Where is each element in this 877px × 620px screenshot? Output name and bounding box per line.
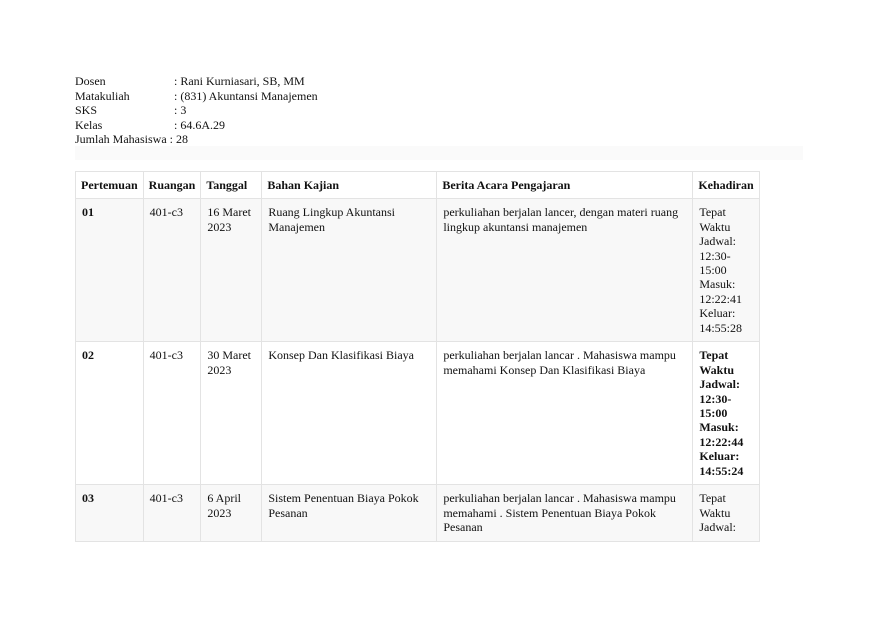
kehadiran-line: Jadwal: <box>699 234 736 249</box>
header-tanggal: Tanggal <box>201 172 262 199</box>
info-dosen <box>75 74 318 89</box>
cell-ruangan: 401-c3 <box>143 485 201 541</box>
info-kelas <box>75 118 318 133</box>
kehadiran-line: Tepat <box>699 348 729 363</box>
course-info <box>75 74 318 147</box>
kehadiran-line: 14:55:28 <box>699 320 743 335</box>
cell-tanggal: 6 April 2023 <box>201 485 262 541</box>
table-row <box>76 342 760 485</box>
info-sks <box>75 103 318 118</box>
divider-band <box>75 146 803 160</box>
kehadiran-line: Waktu <box>699 362 735 377</box>
header-bahan-kajian: Bahan Kajian <box>262 172 437 199</box>
header-kehadiran: Kehadiran <box>693 172 759 199</box>
kehadiran-line: Masuk: <box>699 420 739 435</box>
cell-bahan-kajian: Konsep Dan Klasifikasi Biaya <box>262 342 437 485</box>
cell-tanggal: 16 Maret 2023 <box>201 199 262 342</box>
cell-berita-acara: perkuliahan berjalan lancar . Mahasiswa mampu memahami Konsep Dan Klasifikasi Biaya <box>437 342 693 485</box>
kehadiran-line: 15:00 <box>699 406 728 421</box>
attendance-table <box>75 171 760 542</box>
kehadiran-line: 12:22:41 <box>699 291 743 306</box>
cell-pertemuan: 02 <box>76 342 144 485</box>
cell-kehadiran <box>693 342 759 485</box>
kehadiran-line: Masuk: <box>699 277 736 292</box>
header-berita-acara: Berita Acara Pengajaran <box>437 172 693 199</box>
kehadiran-line: Jadwal: <box>699 377 741 392</box>
info-label: Jumlah Mahasiswa <box>75 132 167 147</box>
cell-bahan-kajian: Ruang Lingkup Akuntansi Manajemen <box>262 199 437 342</box>
kehadiran-line: 12:22:44 <box>699 434 744 449</box>
info-label: SKS <box>75 103 98 118</box>
kehadiran-line: Jadwal: <box>699 520 736 535</box>
info-value: : 3 <box>174 103 186 118</box>
cell-pertemuan: 01 <box>76 199 144 342</box>
kehadiran-line: Keluar: <box>699 449 740 464</box>
info-value: : Rani Kurniasari, SB, MM <box>174 74 305 89</box>
cell-pertemuan: 03 <box>76 485 144 541</box>
info-matakuliah <box>75 89 318 104</box>
table-row <box>76 485 760 541</box>
cell-kehadiran <box>693 485 759 541</box>
kehadiran-line: 12:30- <box>699 248 731 263</box>
header-ruangan: Ruangan <box>143 172 201 199</box>
table-row <box>76 199 760 342</box>
cell-tanggal: 30 Maret 2023 <box>201 342 262 485</box>
cell-berita-acara: perkuliahan berjalan lancar . Mahasiswa mampu memahami . Sistem Penentuan Biaya Pokok Pesanan <box>437 485 693 541</box>
cell-bahan-kajian: Sistem Penentuan Biaya Pokok Pesanan <box>262 485 437 541</box>
info-label: Dosen <box>75 74 106 88</box>
cell-berita-acara: perkuliahan berjalan lancer, dengan materi ruang lingkup akuntansi manajemen <box>437 199 693 342</box>
info-value: : (831) Akuntansi Manajemen <box>174 89 318 104</box>
cell-ruangan: 401-c3 <box>143 342 201 485</box>
kehadiran-line: Tepat <box>699 205 726 220</box>
kehadiran-line: Tepat <box>699 491 726 506</box>
info-value: : 28 <box>170 132 188 147</box>
info-label: Matakuliah <box>75 88 130 103</box>
kehadiran-line: Keluar: <box>699 306 736 321</box>
cell-ruangan: 401-c3 <box>143 199 201 342</box>
info-label: Kelas <box>75 117 103 132</box>
header-pertemuan: Pertemuan <box>76 172 144 199</box>
kehadiran-line: 14:55:24 <box>699 463 744 478</box>
kehadiran-line: 15:00 <box>699 263 727 278</box>
cell-kehadiran <box>693 199 759 342</box>
kehadiran-line: Waktu <box>699 219 731 234</box>
kehadiran-line: 12:30- <box>699 391 732 406</box>
info-jumlah <box>75 132 318 147</box>
info-value: : 64.6A.29 <box>174 118 225 133</box>
table-header-row <box>76 172 760 199</box>
kehadiran-line: Waktu <box>699 505 731 520</box>
